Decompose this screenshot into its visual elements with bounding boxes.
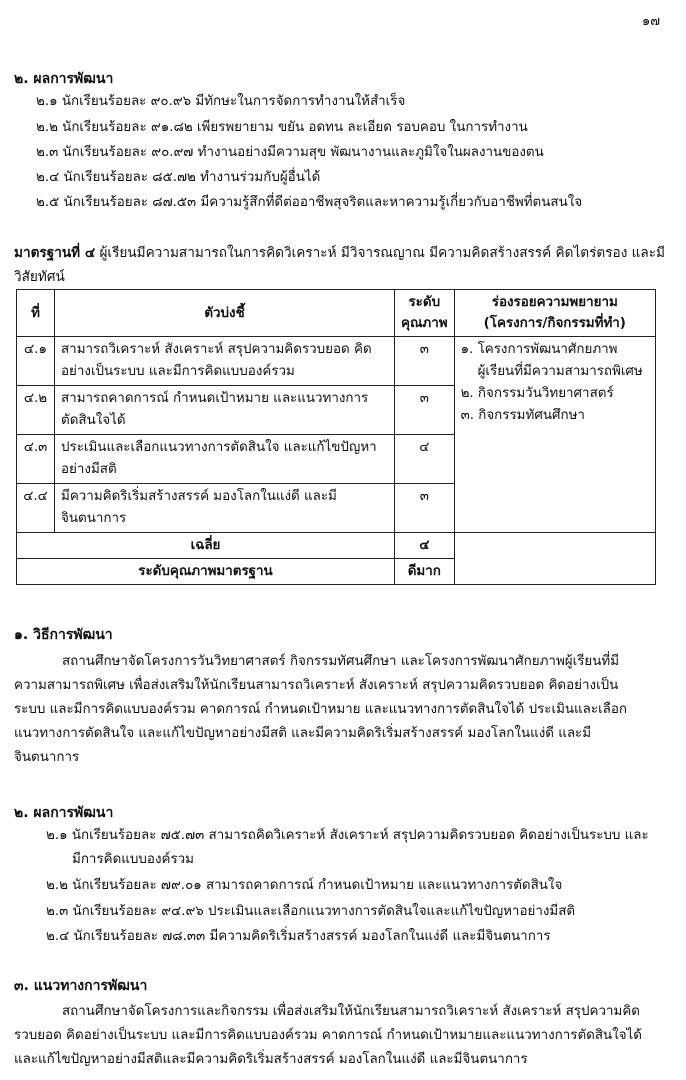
guideline-paragraph: สถานศึกษาจัดโครงการและกิจกรรม เพื่อส่งเสริมให้นักเรียนสามารถวิเคราะห์ สังเคราะห์ สรุปความคิด รวบยอด คิดอย่างเป็นระบบ และมีการคิดแบบองค์รวม คาดการณ์ กำหนดเป้าหมายและแนวทางการตัดสินใจได้ และแก้ไขปัญหาอย่างมีสติและมีความคิดริเริ่มสร้างสรรค์ มองโลกในแง่ดี และมีจินตนาการ bbox=[14, 1004, 642, 1067]
standard-line-2: วิสัยทัศน์ bbox=[14, 269, 65, 285]
result-item: ๒.๒ นักเรียนร้อยละ ๙๑.๘๒ เพียรพยายาม ขยัน อดทน ละเอียด รอบคอบ ในการทำงาน bbox=[36, 120, 528, 135]
effort-item: ๑. โครงการพัฒนาศักยภาพ bbox=[460, 342, 618, 357]
effort-item: ๒. กิจกรรมวันวิทยาศาสตร์ bbox=[460, 386, 614, 401]
row-level: ๔ bbox=[395, 435, 455, 484]
result-item: ๒.๔ นักเรียนร้อยละ ๗๘.๓๓ มีความคิดริเริ่มสร้างสรรค์ มองโลกในแง่ดี และมีจินตนาการ bbox=[46, 929, 551, 944]
result-item: ๒.๓ นักเรียนร้อยละ ๙๔.๙๖ ประเมินและเลือกแนวทางการตัดสินใจและแก้ไขปัญหาอย่างมีสติ bbox=[46, 904, 576, 919]
row-level: ๓ bbox=[395, 386, 455, 435]
header-effort: ร่องรอยความพยายาม (โครงการ/กิจกรรมที่ทำ) bbox=[454, 290, 655, 337]
result-item: ๒.๕ นักเรียนร้อยละ ๘๗.๕๓ มีความรู้สึกที่ดีต่ออาชีพสุจริตและหาความรู้เกี่ยวกับอาชีพที่ตนสนใจ bbox=[36, 195, 583, 210]
average-row bbox=[17, 533, 656, 559]
row-indicator: สามารถวิเคราะห์ สังเคราะห์ สรุปความคิดรวบยอด คิด อย่างเป็นระบบ และมีการคิดแบบองค์รวม bbox=[55, 337, 395, 386]
table-header-row bbox=[17, 290, 656, 337]
row-indicator: ประเมินและเลือกแนวทางการตัดสินใจ และแก้ไขปัญหา อย่างมีสติ bbox=[55, 435, 395, 484]
row-level: ๓ bbox=[395, 337, 455, 386]
method-paragraph: สถานศึกษาจัดโครงการวันวิทยาศาสตร์ กิจกรรมทัศนศึกษา และโครงการพัฒนาศักยภาพผู้เรียนที่มี ความสามารถพิเศษ เพื่อส่งเสริมให้นักเรียนสามารถวิเคราะห์ สังเคราะห์ สรุปความคิดรวบยอด คิดอย่างเป็น ระบบ และมีการคิดแบบองค์รวม คาดการณ์ กำหนดเป้าหมาย และแนวทางการตัดสินใจได้ ประเมินและเลือก แนวทางการตัดสินใจ และแก้ไขปัญหาอย่างมีสติ และมีความคิดริเริ่มสร้างสรรค์ มองโลกในแง่ดี และมี จินตนาการ bbox=[14, 654, 628, 765]
results-heading-1: ๒. ผลการพัฒนา bbox=[14, 71, 114, 87]
method-heading: ๑. วิธีการพัฒนา bbox=[14, 627, 113, 643]
row-no: ๔.๑ bbox=[17, 337, 55, 386]
row-indicator: สามารถคาดการณ์ กำหนดเป้าหมาย และแนวทางการ ตัดสินใจได้ bbox=[55, 386, 395, 435]
row-level: ๓ bbox=[395, 484, 455, 533]
result-item: ๒.๔ นักเรียนร้อยละ ๘๕.๗๒ ทำงานร่วมกับผู้อื่นได้ bbox=[36, 170, 321, 185]
average-label: เฉลี่ย bbox=[17, 533, 395, 559]
standard-label: มาตรฐานที่ ๔ bbox=[14, 245, 96, 261]
header-no: ที่ bbox=[17, 290, 55, 337]
effort-list bbox=[454, 337, 655, 533]
quality-value: ดีมาก bbox=[395, 559, 455, 585]
guideline-heading: ๓. แนวทางการพัฒนา bbox=[14, 978, 148, 994]
row-no: ๔.๒ bbox=[17, 386, 55, 435]
result-item: ๒.๑ นักเรียนร้อยละ ๙๐.๙๖ มีทักษะในการจัดการทำงานให้สำเร็จ bbox=[36, 94, 406, 109]
table-row bbox=[17, 337, 656, 386]
indicator-table bbox=[16, 289, 656, 585]
result-item: ๒.๓ นักเรียนร้อยละ ๙๐.๙๗ ทำงานอย่างมีความสุข พัฒนางานและภูมิใจในผลงานของตน bbox=[36, 145, 544, 160]
row-indicator: มีความคิดริเริ่มสร้างสรรค์ มองโลกในแง่ดี และมี จินตนาการ bbox=[55, 484, 395, 533]
quality-row bbox=[17, 559, 656, 585]
row-no: ๔.๔ bbox=[17, 484, 55, 533]
results-heading-2: ๒. ผลการพัฒนา bbox=[14, 805, 114, 821]
quality-label: ระดับคุณภาพมาตรฐาน bbox=[17, 559, 395, 585]
result-item: ๒.๒ นักเรียนร้อยละ ๗๙.๐๑ สามารถคาดการณ์ กำหนดเป้าหมาย และแนวทางการตัดสินใจ bbox=[46, 878, 563, 893]
effort-item: ๓. กิจกรรมทัศนศึกษา bbox=[460, 408, 585, 423]
standard-statement bbox=[14, 241, 674, 289]
page-number: ๑๗ bbox=[641, 14, 660, 29]
average-value: ๔ bbox=[395, 533, 455, 559]
header-level: ระดับ คุณภาพ bbox=[395, 290, 455, 337]
header-indicator: ตัวบ่งชี้ bbox=[55, 290, 395, 337]
effort-item: ผู้เรียนที่มีความสามารถพิเศษ bbox=[460, 364, 643, 379]
standard-line-1: ผู้เรียนมีความสามารถในการคิดวิเคราะห์ มีวิจารณญาณ มีความคิดสร้างสรรค์ คิดไตร่ตรอง และมี bbox=[95, 245, 666, 261]
result-item: ๒.๑ นักเรียนร้อยละ ๗๕.๗๓ สามารถคิดวิเคราะห์ สังเคราะห์ สรุปความคิดรวบยอด คิดอย่างเป็นระบบ และ bbox=[46, 828, 649, 843]
result-item-continued: มีการคิดแบบองค์รวม bbox=[72, 852, 195, 867]
row-no: ๔.๓ bbox=[17, 435, 55, 484]
